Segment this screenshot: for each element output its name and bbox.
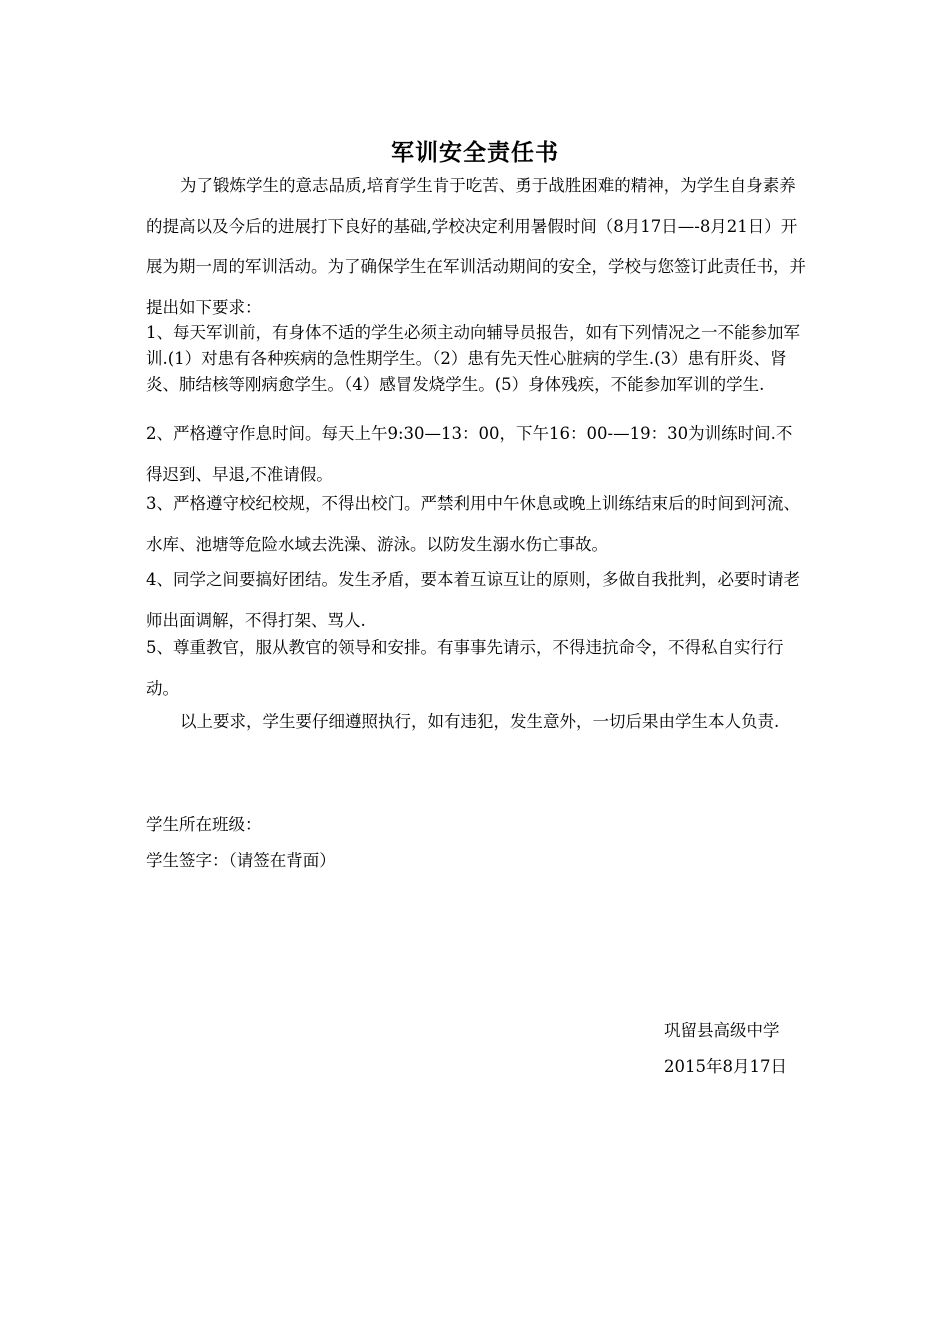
- closing-paragraph: 以上要求，学生要仔细遵照执行，如有违犯，发生意外，一切后果由学生本人负责.: [180, 712, 780, 731]
- rule-item-2: 2、严格遵守作息时间。每天上午9:30—13：00，下午16：00-—19：30为训练时间.不得迟到、早退,不准请假。: [146, 424, 793, 484]
- intro-paragraph: 为了锻炼学生的意志品质,培育学生肯于吃苦、勇于战胜困难的精神，为学生自身素养的提高以及今后的进展打下良好的基础,学校决定利用暑假时间（8月17日—-8月21日）开展为期一周的军训活动。为了确保学生在军训活动期间的安全，学校与您签订此责任书，并提出如下要求：: [146, 176, 806, 317]
- school-name: 巩留县高级中学: [664, 1021, 780, 1040]
- signature-label: 学生签字：（请签在背面）: [146, 851, 336, 870]
- rule-item-4: 4、同学之间要搞好团结。发生矛盾，要本着互谅互让的原则，多做自我批判，必要时请老师出面调解，不得打架、骂人.: [146, 570, 800, 630]
- rule-item-5: 5、尊重教官，服从教官的领导和安排。有事事先请示，不得违抗命令，不得私自实行行动。: [146, 638, 784, 698]
- document-title: 军训安全责任书: [391, 139, 559, 166]
- rule-item-3: 3、严格遵守校纪校规，不得出校门。严禁利用中午休息或晚上训练结束后的时间到河流、水库、池塘等危险水域去洗澡、游泳。以防发生溺水伤亡事故。: [146, 494, 800, 554]
- rule-item-1: 1、每天军训前，有身体不适的学生必须主动向辅导员报告，如有下列情况之一不能参加军训.(1）对患有各种疾病的急性期学生。（2）患有先天性心脏病的学生.(3）患有肝炎、肾炎、肺结核等刚病愈学生。（4）感冒发烧学生。(5）身体残疾，不能参加军训的学生.: [146, 323, 800, 394]
- class-label: 学生所在班级：: [146, 815, 262, 834]
- document-date: 2015年8月17日: [664, 1057, 787, 1076]
